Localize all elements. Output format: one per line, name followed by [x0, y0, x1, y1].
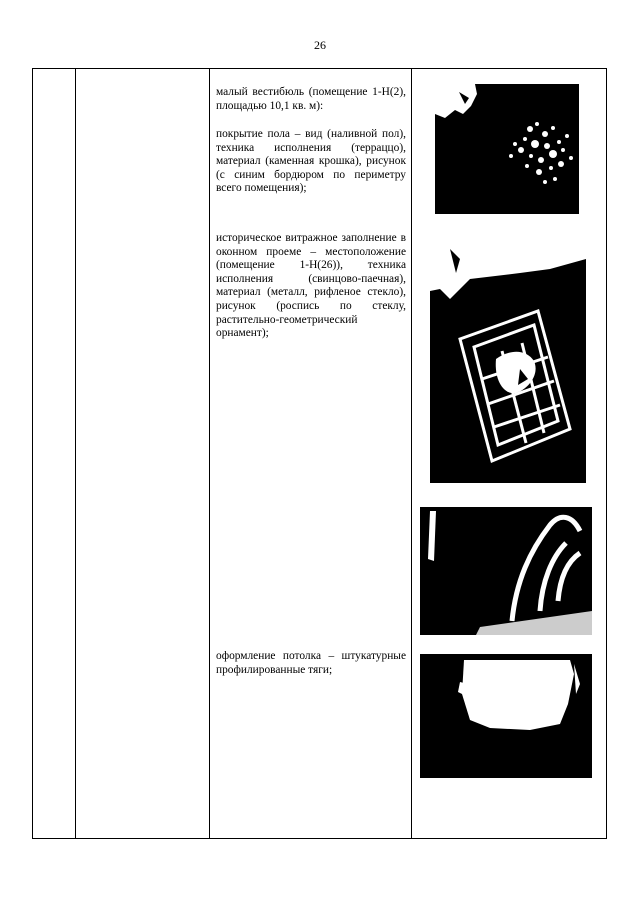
- description-window: историческое витражное заполнение в оконном проеме – местоположение (помещение 1-Н(26)), техника исполнения (свинцово-паечная), материал (металл, рифленое стекло), рисунок (роспись по стеклу, растительно-геометрический орнамент);: [216, 232, 406, 340]
- description-ceiling: оформление потолка – штукатурные профилированные тяги;: [216, 650, 406, 676]
- ceiling-moulding-photo: [420, 654, 592, 778]
- window-frame-detail-photo: [420, 501, 592, 635]
- description-floor: покрытие пола – вид (наливной пол), техника исполнения (терраццо), материал (каменная крошка), рисунок (с синим бордюром по периметру всего помещения);: [216, 128, 406, 195]
- column-divider-1: [75, 69, 76, 838]
- column-divider-3: [411, 69, 412, 838]
- floor-terrazzo-photo: [435, 84, 579, 214]
- column-divider-2: [209, 69, 210, 838]
- page-number: 26: [314, 38, 326, 52]
- stained-glass-window-photo: [430, 229, 586, 483]
- description-intro: малый вестибюль (помещение 1-Н(2), площадью 10,1 кв. м):: [216, 86, 406, 112]
